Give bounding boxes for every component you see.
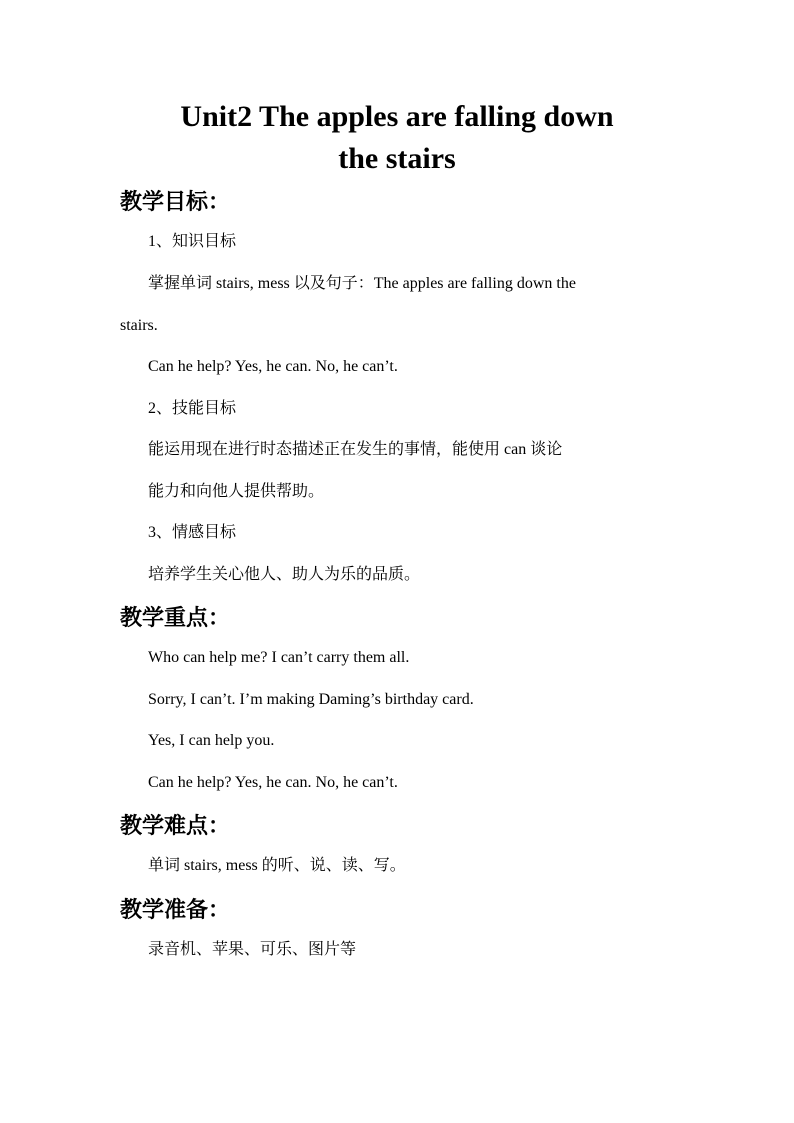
objective-skill-text-continued: 能力和向他人提供帮助。	[148, 483, 325, 500]
objective-emotion-text: 培养学生关心他人、助人为乐的品质。	[148, 566, 421, 583]
section-heading-key-points: 教学重点：	[120, 605, 231, 630]
difficult-point-line: 单词 stairs, mess 的听、说、读、写。	[148, 857, 406, 874]
section-heading-difficult-points: 教学难点：	[120, 813, 231, 838]
objective-skill-label: 2、技能目标	[148, 400, 237, 417]
key-point-line: Yes, I can help you.	[148, 732, 275, 749]
key-point-line: Who can help me? I can’t carry them all.	[148, 649, 410, 666]
preparation-line: 录音机、苹果、可乐、图片等	[148, 941, 357, 958]
key-point-line: Sorry, I can’t. I’m making Daming’s birthday card.	[148, 691, 474, 708]
objective-knowledge-label: 1、知识目标	[148, 233, 237, 250]
objective-knowledge-text: 掌握单词 stairs, mess 以及句子：The apples are falling down the	[148, 275, 576, 292]
objective-skill-text: 能运用现在进行时态描述正在发生的事情，能使用 can 谈论	[148, 441, 563, 458]
objective-knowledge-text-continued: stairs.	[120, 317, 158, 334]
objective-knowledge-sentence: Can he help? Yes, he can. No, he can’t.	[148, 358, 398, 375]
section-heading-preparation: 教学准备：	[120, 897, 231, 922]
section-heading-teaching-objectives: 教学目标：	[120, 189, 231, 214]
document-title-line-1: Unit2 The apples are falling down	[180, 100, 614, 133]
key-point-line: Can he help? Yes, he can. No, he can’t.	[148, 774, 398, 791]
objective-emotion-label: 3、情感目标	[148, 524, 237, 541]
document-title-line-2: the stairs	[338, 142, 456, 175]
